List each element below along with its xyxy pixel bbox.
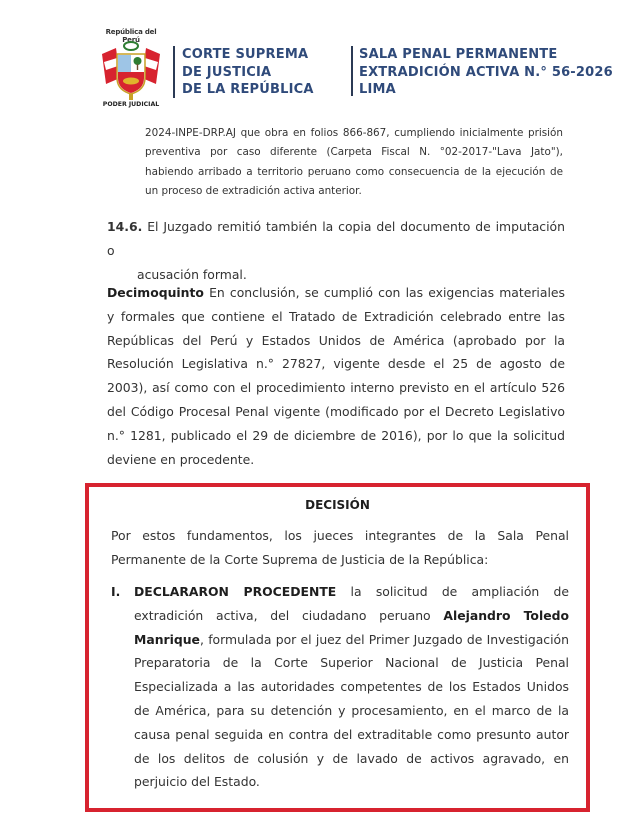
document-header <box>0 0 636 120</box>
paragraph-text-continuation: acusación formal. <box>137 266 247 282</box>
resolution-text-a: la solicitud de ampliación de extradición activa, del ciudadano peruano <box>134 584 569 623</box>
case-identifier-line: SALA PENAL PERMANENTE <box>359 47 558 62</box>
paragraph-heading: Decimoquinto <box>107 285 204 300</box>
paragraph-14-6 <box>107 215 565 286</box>
header-divider-left <box>173 46 175 98</box>
paragraph-text: El Juzgado remitió también la copia del documento de imputación o <box>107 219 565 258</box>
block-quote: 2024-INPE-DRP.AJ que obra en folios 866-867, cumpliendo inicialmente prisión preventiva por caso diferente (Carpeta Fiscal N. °02-2017-"Lava Jato"), habiendo arribado a territorio peruano como consecuencia de la ejecución de un proceso de extradición activa anterior. <box>145 127 563 197</box>
case-identifier-line: EXTRADICIÓN ACTIVA N.° 56-2026 <box>359 64 613 80</box>
case-identifier <box>359 46 613 99</box>
court-name-line: DE LA REPÚBLICA <box>182 82 314 97</box>
header-divider-right <box>351 46 353 96</box>
paragraph-number: 14.6. <box>107 219 143 234</box>
logo-caption-republica: República del Perú <box>105 28 157 44</box>
logo-caption-poder-judicial: PODER JUDICIAL <box>102 101 160 108</box>
resolution-text-b: , formulada por el juez del Primer Juzgado de Investigación Preparatoria de la Corte Superior Nacional de Justicia Penal Especializada a las autoridades competentes de los Estados Unidos de América, para su detención y procesamiento, en el marco de la causa penal seguida en contra del extraditable como presunto autor de los delitos de colusión y de lavado de activos agravado, en perjuicio del Estado. <box>134 631 569 790</box>
paragraph-text: En conclusión, se cumplió con las exigencias materiales y formales que contiene el Tratado de Extradición celebrado entre las Repúblicas del Perú y Estados Unidos de América (aprobado por la Resolución Legislativa n.° 27827, vigente desde el 25 de agosto de 2003), así como con el procedimiento interno previsto en el artículo 526 del Código Procesal Penal vigente (modificado por el Decreto Legislativo n.° 1281, publicado el 29 de diciembre de 2016), por lo que la solicitud deviene en procedente. <box>107 285 565 467</box>
peru-coat-of-arms-icon <box>98 34 164 104</box>
decision-intro: Por estos fundamentos, los jueces integrantes de la Sala Penal Permanente de la Corte Suprema de Justicia de la República: <box>111 528 569 567</box>
case-identifier-line: LIMA <box>359 82 396 97</box>
resolution-verdict: DECLARARON PROCEDENTE <box>134 584 337 599</box>
court-name-line: DE JUSTICIA <box>182 64 272 80</box>
resolution-person: Alejandro Toledo Manrique <box>134 607 569 647</box>
court-name <box>182 46 314 99</box>
resolution-item <box>111 580 569 794</box>
poder-judicial-logo <box>98 28 164 112</box>
court-name-line: CORTE SUPREMA <box>182 47 309 62</box>
decision-highlight-box <box>85 483 590 812</box>
paragraph-decimoquinto <box>107 281 565 471</box>
resolution-text <box>134 580 569 794</box>
resolution-number: I. <box>111 584 121 599</box>
decision-title: DECISIÓN <box>305 498 370 512</box>
